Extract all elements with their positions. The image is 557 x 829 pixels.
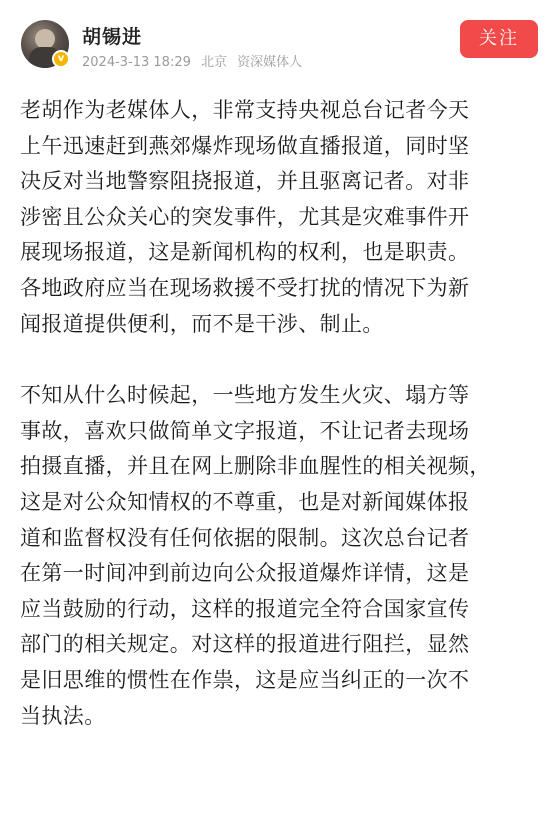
- paragraph-line: 涉密且公众关心的突发事件，尤其是灾难事件开: [20, 204, 470, 229]
- post-location: 北京: [201, 55, 228, 70]
- paragraph-line: 展现场报道，这是新闻机构的权利，也是职责。: [20, 240, 470, 265]
- paragraph-1: [20, 93, 540, 342]
- paragraph-line: 当执法。: [20, 703, 106, 728]
- paragraph-line: 上午迅速赶到燕郊爆炸现场做直播报道，同时坚: [20, 133, 470, 158]
- author-name[interactable]: 胡锡进: [82, 26, 143, 48]
- post-header: [0, 0, 557, 80]
- paragraph-line: 闻报道提供便利，而不是干涉、制止。: [20, 311, 384, 336]
- paragraph-spacer: [20, 342, 540, 378]
- paragraph-2: [20, 378, 540, 734]
- paragraph-line: 各地政府应当在现场救援不受打扰的情况下为新: [20, 275, 470, 300]
- follow-button[interactable]: 关注: [460, 20, 538, 58]
- paragraph-line: 事故，喜欢只做简单文字报道，不让记者去现场: [20, 418, 470, 443]
- paragraph-line: 老胡作为老媒体人，非常支持央视总台记者今天: [20, 98, 470, 122]
- avatar-head-shape: [35, 29, 55, 49]
- paragraph-line: 决反对当地警察阻挠报道，并且驱离记者。对非: [20, 169, 470, 194]
- paragraph-line: 应当鼓励的行动，这样的报道完全符合国家宣传: [20, 596, 470, 621]
- author-description: 资深媒体人: [237, 55, 303, 70]
- paragraph-line: 部门的相关规定。对这样的报道进行阻拦，显然: [20, 632, 470, 657]
- paragraph-line: 拍摄直播，并且在网上删除非血腥性的相关视频，: [20, 454, 491, 479]
- post-date: 2024-3-13 18:29: [82, 55, 191, 70]
- paragraph-line: 不知从什么时候起，一些地方发生火灾、塌方等: [20, 383, 470, 408]
- paragraph-line: 这是对公众知情权的不尊重，也是对新闻媒体报: [20, 489, 470, 514]
- post-meta: [82, 51, 308, 70]
- paragraph-line: 是旧思维的惯性在作祟，这是应当纠正的一次不: [20, 667, 470, 692]
- verified-badge-icon: v: [52, 50, 70, 68]
- paragraph-line: 道和监督权没有任何依据的限制。这次总台记者: [20, 525, 470, 550]
- post-body: [20, 93, 540, 734]
- paragraph-line: 在第一时间冲到前边向公众报道爆炸详情，这是: [20, 561, 470, 586]
